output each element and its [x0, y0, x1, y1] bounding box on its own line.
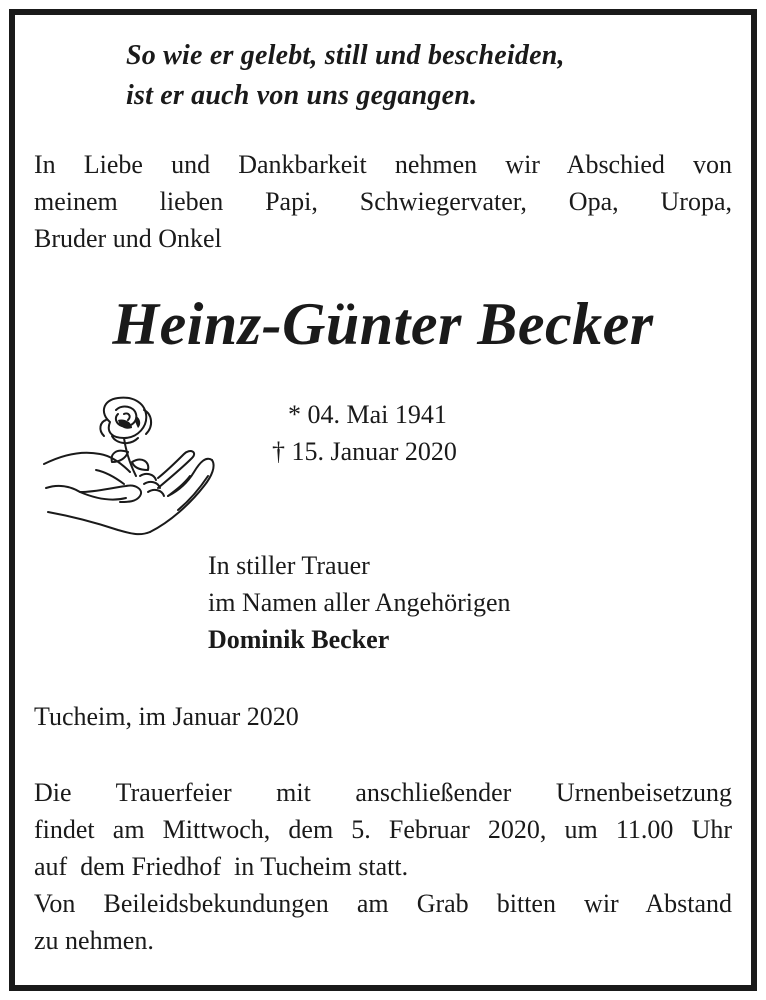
motto [126, 36, 565, 116]
place-date: Tucheim, im Januar 2020 [34, 702, 299, 731]
ceremony-line-2: findet am Mittwoch, dem 5. Februar 2020, um 11.00 Uhr [34, 815, 732, 844]
rose-in-hands-icon [40, 392, 230, 542]
death-date: † 15. Januar 2020 [272, 437, 457, 466]
intro-line-3: Bruder und Onkel [34, 224, 222, 253]
intro-text [34, 146, 732, 257]
birth-date: * 04. Mai 1941 [288, 400, 447, 429]
ceremony-line-5: zu nehmen. [34, 926, 154, 955]
mourning-signature [208, 547, 511, 658]
motto-line-1: So wie er gelebt, still und bescheiden, [126, 40, 565, 71]
ceremony-line-1: Die Trauerfeier mit anschließender Urnenbeisetzung [34, 778, 732, 807]
ceremony-line-3: auf dem Friedhof in Tucheim statt. [34, 852, 409, 881]
motto-line-2: ist er auch von uns gegangen. [126, 80, 478, 111]
intro-line-2: meinem lieben Papi, Schwiegervater, Opa, Uropa, [34, 187, 732, 216]
ceremony-line-4: Von Beileidsbekundungen am Grab bitten wir Abstand [34, 889, 732, 918]
signer-name: Dominik Becker [208, 625, 390, 654]
mourning-line-2: im Namen aller Angehörigen [208, 588, 511, 617]
mourning-line-1: In stiller Trauer [208, 551, 370, 580]
deceased-name: Heinz-Günter Becker [112, 291, 654, 357]
life-dates [272, 396, 457, 470]
ceremony-text [34, 774, 732, 959]
intro-line-1: In Liebe und Dankbarkeit nehmen wir Abschied von [34, 150, 732, 179]
